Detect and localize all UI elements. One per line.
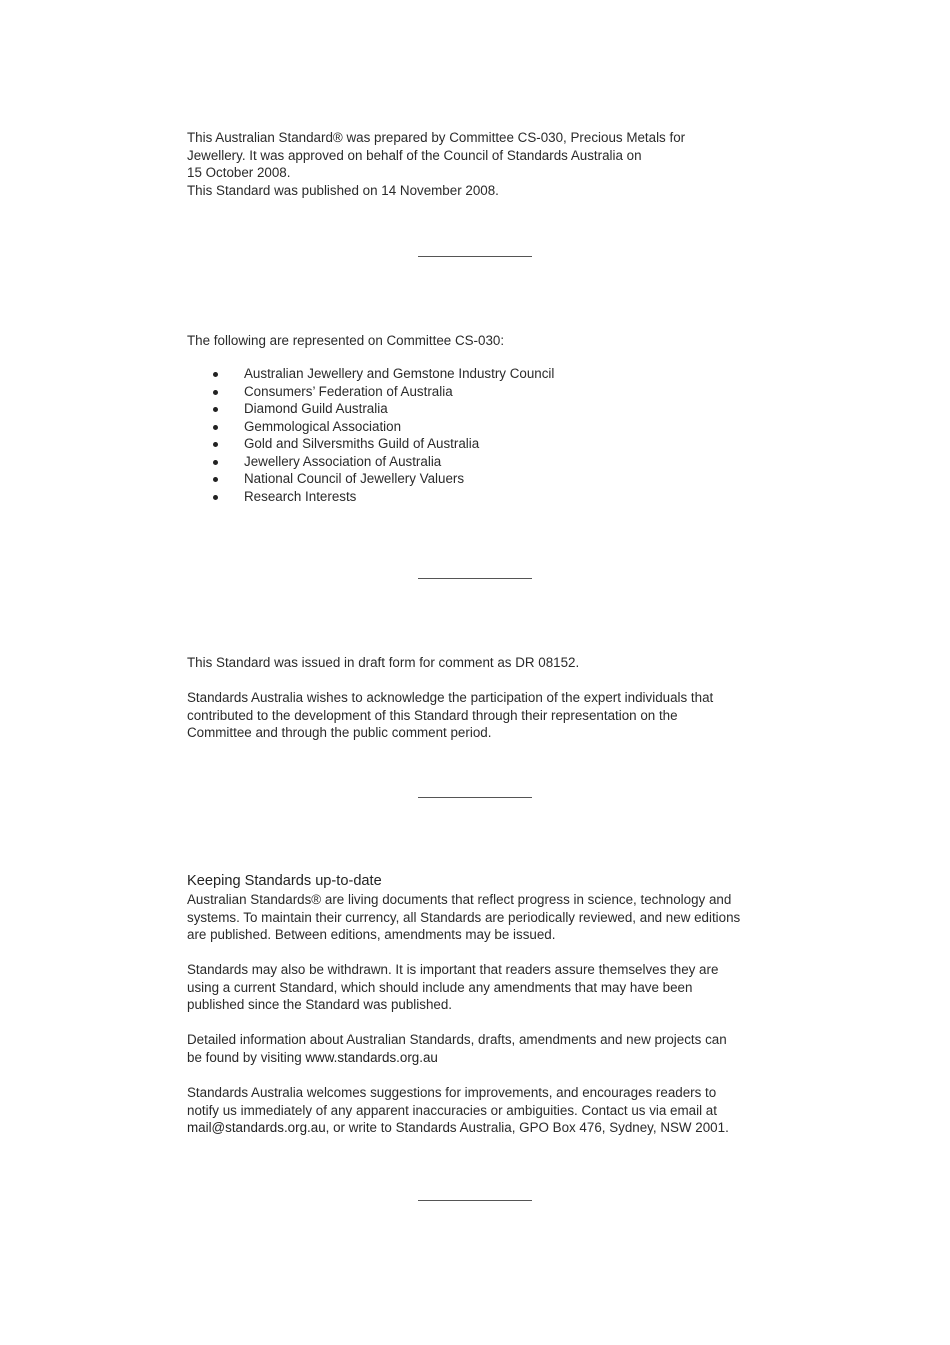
member-name: Gemmological Association: [244, 418, 402, 434]
keeping-up-to-date-section: [187, 873, 787, 891]
bullet-icon: [213, 425, 218, 430]
text-line: Australian Standards® are living documents that reflect progress in science, technology and: [187, 892, 732, 907]
text-line: be found by visiting www.standards.org.au: [187, 1049, 438, 1065]
text-line: using a current Standard, which should include any amendments that may have been: [187, 979, 693, 995]
member-name: Australian Jewellery and Gemstone Industry Council: [244, 366, 555, 381]
bullet-icon: [213, 460, 218, 465]
committee-intro: The following are represented on Committee CS-030:: [187, 333, 505, 348]
list-item: [187, 453, 787, 471]
section-heading: Keeping Standards up-to-date: [187, 873, 382, 889]
text-line: published since the Standard was published.: [187, 997, 453, 1012]
text-line: 15 October 2008.: [187, 165, 291, 180]
text-line: This Standard was published on 14 November 2008.: [187, 182, 499, 198]
text-line: Standards Australia welcomes suggestions for improvements, and encourages readers to: [187, 1085, 717, 1100]
section-divider: [418, 256, 532, 257]
list-item: [187, 400, 787, 418]
paragraph-suggestions: [187, 1084, 787, 1137]
text-line: Detailed information about Australian Standards, drafts, amendments and new projects can: [187, 1032, 727, 1047]
member-name: Consumers’ Federation of Australia: [244, 383, 453, 399]
member-name: Diamond Guild Australia: [244, 401, 388, 416]
paragraph-withdrawn: [187, 961, 787, 1014]
list-item: [187, 488, 787, 506]
text-line: This Australian Standard® was prepared by Committee CS-030, Precious Metals for: [187, 130, 686, 145]
committee-members-list: [187, 365, 787, 505]
list-item: [187, 435, 787, 453]
email-link[interactable]: mail@standards.org.au: [187, 1120, 326, 1135]
text-line: notify us immediately of any apparent inaccuracies or ambiguities. Contact us via email at: [187, 1102, 717, 1118]
bullet-icon: [213, 442, 218, 447]
section-divider: [418, 1200, 532, 1201]
text-line: mail@standards.org.au, or write to Standards Australia, GPO Box 476, Sydney, NSW 2001.: [187, 1120, 729, 1135]
bullet-icon: [213, 407, 218, 412]
list-item: [187, 418, 787, 436]
paragraph-living-documents: [187, 891, 787, 944]
section-divider: [418, 578, 532, 579]
member-name: National Council of Jewellery Valuers: [244, 471, 465, 486]
text-line: are published. Between editions, amendments may be issued.: [187, 927, 556, 942]
bullet-icon: [213, 390, 218, 395]
acknowledgement-paragraph: [187, 689, 787, 742]
text-line: contributed to the development of this Standard through their representation on the: [187, 707, 678, 723]
bullet-icon: [213, 372, 218, 377]
member-name: Jewellery Association of Australia: [244, 453, 442, 469]
list-item: [187, 365, 787, 383]
preparation-paragraph: [187, 129, 787, 199]
section-divider: [418, 797, 532, 798]
paragraph-detailed-information: [187, 1031, 787, 1066]
text-line: Jewellery. It was approved on behalf of the Council of Standards Australia on: [187, 147, 642, 163]
bullet-icon: [213, 477, 218, 482]
text-line: Standards may also be withdrawn. It is important that readers assure themselves they are: [187, 962, 719, 977]
website-link[interactable]: www.standards.org.au: [305, 1049, 438, 1065]
text-line: systems. To maintain their currency, all Standards are periodically reviewed, and new editions: [187, 909, 741, 925]
text-line: Standards Australia wishes to acknowledge the participation of the expert individuals that: [187, 690, 714, 705]
member-name: Research Interests: [244, 488, 357, 504]
text-line: Committee and through the public comment period.: [187, 725, 492, 740]
list-item: [187, 383, 787, 401]
draft-issued-text: This Standard was issued in draft form for comment as DR 08152.: [187, 655, 580, 670]
member-name: Gold and Silversmiths Guild of Australia: [244, 436, 480, 451]
list-item: [187, 470, 787, 488]
bullet-icon: [213, 495, 218, 500]
